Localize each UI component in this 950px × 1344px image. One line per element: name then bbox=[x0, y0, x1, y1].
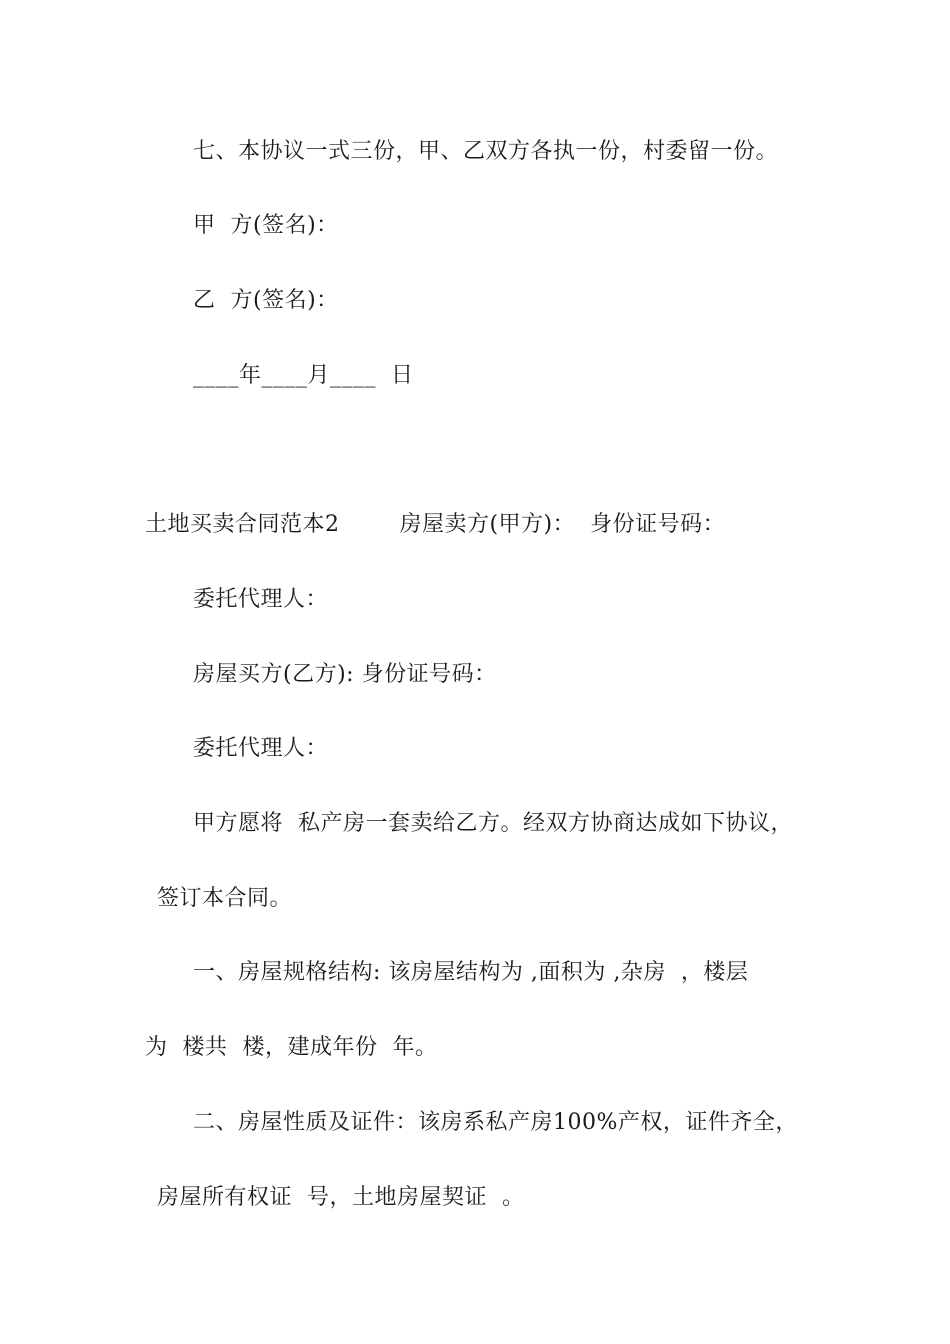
clause-one: 一、房屋规格结构: 该房屋结构为 ,面积为 ,杂房 ，楼层 bbox=[193, 960, 749, 985]
seller-agent: 委托代理人： bbox=[193, 587, 329, 612]
buyer-agent: 委托代理人： bbox=[193, 736, 329, 761]
agreement-intro-cont: 签订本合同。 bbox=[157, 886, 293, 911]
buyer-line: 房屋买方(乙方): 身份证号码： bbox=[193, 662, 497, 687]
party-a-signature: 甲 方(签名)： bbox=[193, 213, 339, 238]
agreement-intro: 甲方愿将 私产房一套卖给乙方。经双方协商达成如下协议， bbox=[193, 811, 793, 836]
clause-seven: 七、本协议一式三份，甲、乙双方各执一份，村委留一份。 bbox=[193, 139, 779, 164]
contract-title-seller: 土地买卖合同范本2 房屋卖方(甲方)： 身份证号码： bbox=[145, 512, 726, 537]
party-b-signature: 乙 方(签名)： bbox=[193, 288, 339, 313]
clause-two: 二、房屋性质及证件：该房系私产房100%产权，证件齐全， bbox=[193, 1110, 798, 1135]
clause-two-cont: 房屋所有权证 号，土地房屋契证 。 bbox=[157, 1185, 525, 1210]
date-line: ____年____月____ 日 bbox=[193, 363, 414, 388]
clause-one-cont: 为 楼共 楼，建成年份 年。 bbox=[145, 1035, 438, 1060]
